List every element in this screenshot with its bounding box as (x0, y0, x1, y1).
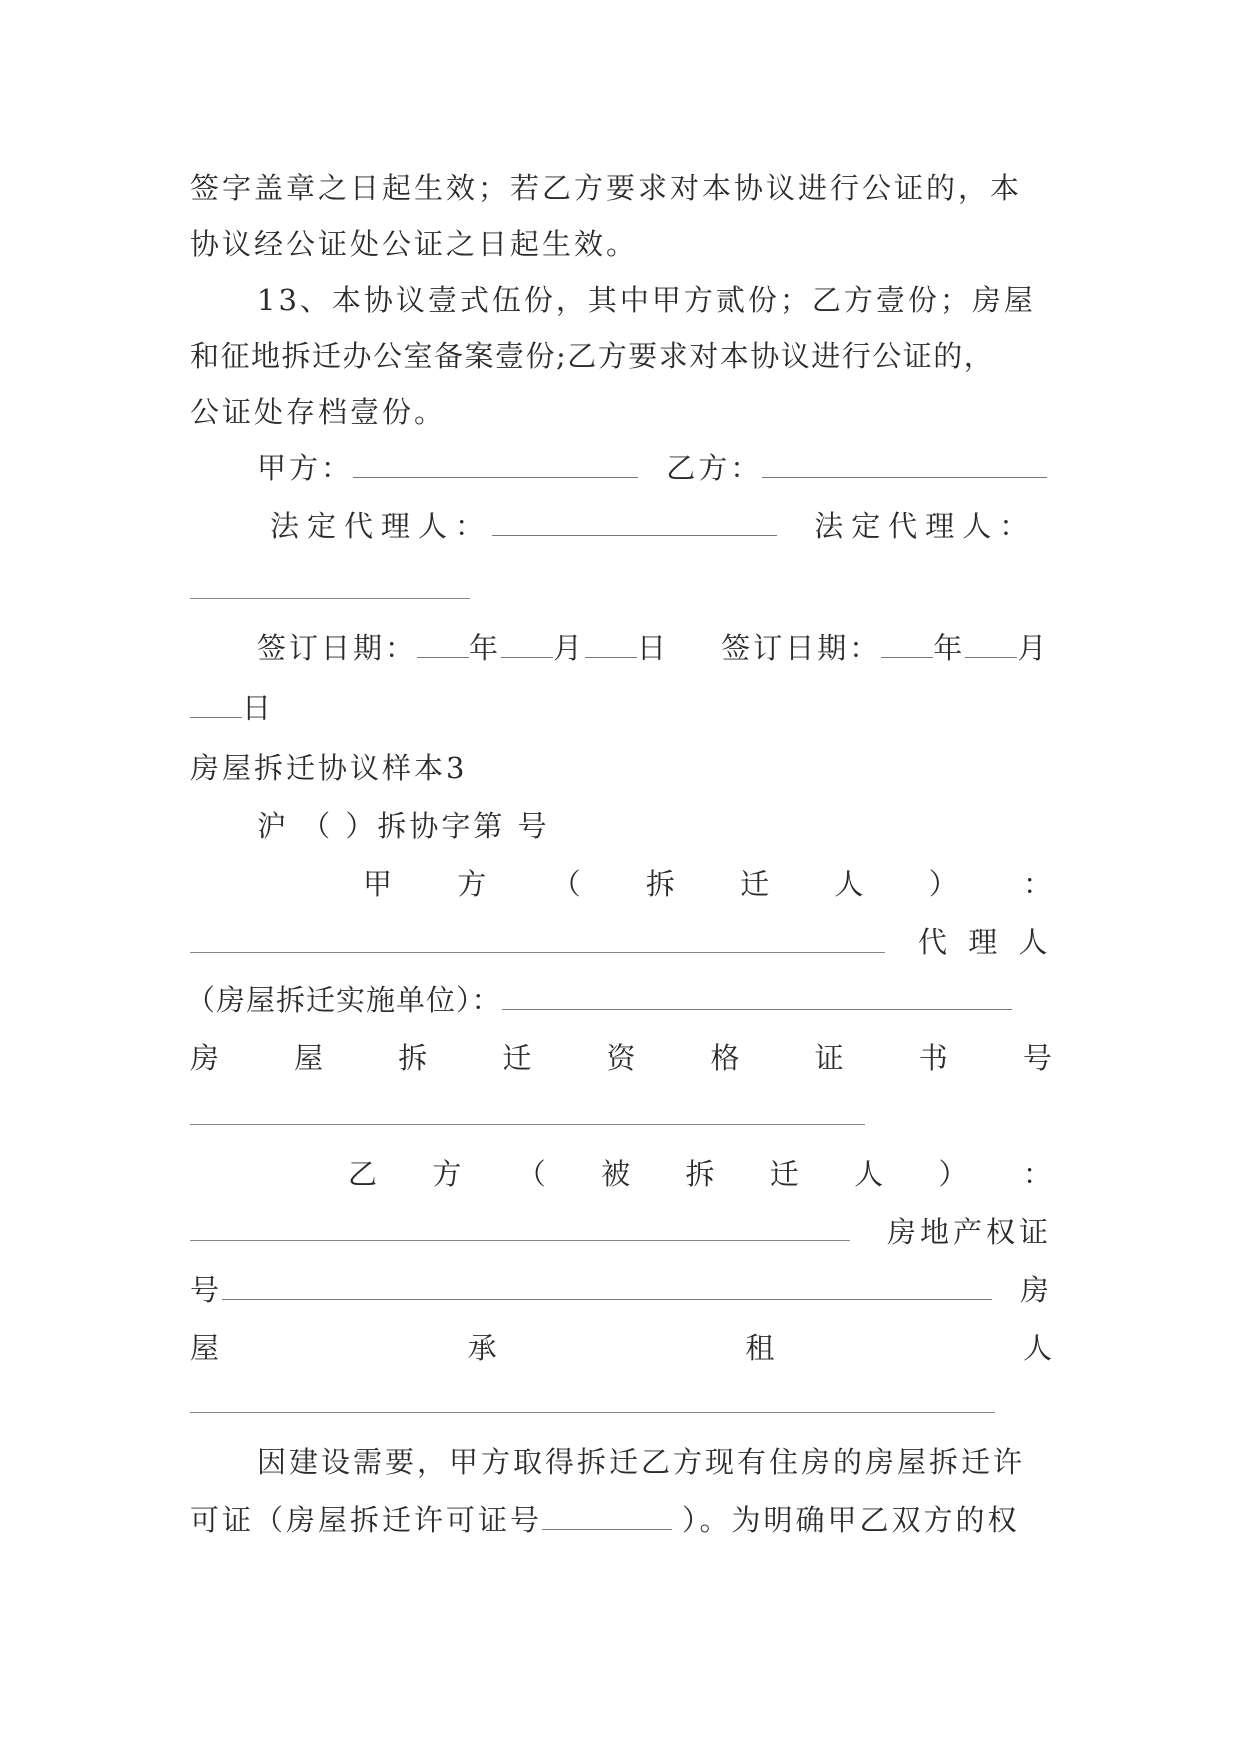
year-label: 年 (933, 631, 966, 665)
day-label: 日 (637, 631, 670, 665)
agent-unit-row (186, 980, 1048, 1020)
text-line: 签字盖章之日起生效；若乙方要求对本协议进行公证的，本 (190, 171, 1023, 205)
spaced-char: ） (928, 867, 958, 901)
spaced-char: 人 (854, 1157, 884, 1191)
spaced-char: 格 (710, 1041, 740, 1075)
spaced-char: 方 (457, 867, 487, 901)
year-label: 年 (469, 631, 502, 665)
body-text: 因建设需要，甲方取得拆迁乙方现有住房的房屋拆迁许 (257, 1445, 1026, 1479)
house-label: 房 (1019, 1273, 1052, 1307)
section-title: 房屋拆迁协议样本3 (190, 751, 468, 785)
party-a-blank (190, 952, 885, 953)
agent-unit-blank (502, 987, 1012, 1010)
body-text-end: ）。为明确甲乙双方的权 (682, 1503, 1020, 1537)
spaced-char: 承 (467, 1331, 497, 1365)
spaced-char: 方 (432, 1157, 462, 1191)
agent-a-label: 法定代理人： (270, 509, 493, 543)
spaced-char: 租 (745, 1331, 775, 1365)
text-line: 协议经公证处公证之日起生效。 (190, 227, 639, 261)
party-b-blank (762, 455, 1047, 478)
agent-unit-label: （房屋拆迁实施单位）： (186, 983, 502, 1017)
party-b-blank (190, 1240, 850, 1241)
permit-number-blank (542, 1507, 672, 1530)
property-cert-blank (222, 1277, 992, 1300)
spaced-char: 乙 (348, 1157, 378, 1191)
cert-blank (190, 1124, 865, 1125)
cert-heading (190, 1038, 1052, 1078)
spaced-char: ） (938, 1157, 968, 1191)
text-line: 和征地拆迁办公室备案壹份;乙方要求对本协议进行公证的， (190, 339, 995, 373)
spaced-char: 迁 (769, 1157, 799, 1191)
spaced-char: 书 (918, 1041, 948, 1075)
body-text (190, 1500, 1052, 1540)
spaced-char: 拆 (685, 1157, 715, 1191)
party-a-blank (353, 455, 638, 478)
permit-label: 可证（房屋拆迁许可证号 (190, 1503, 543, 1537)
spaced-char: 房 (190, 1041, 220, 1075)
agent-b-label: 法定代理人： (814, 509, 1037, 543)
spaced-char: 资 (606, 1041, 636, 1075)
tenant-blank (190, 1412, 995, 1413)
party-a-label: 甲方： (257, 451, 354, 485)
spaced-char: （ (516, 1157, 546, 1191)
spaced-char: 迁 (740, 867, 770, 901)
spaced-char: 人 (1022, 1331, 1052, 1365)
agent-signature-row (270, 506, 1132, 546)
day-label: 日 (242, 691, 275, 725)
agent-label: 代 理 人 (918, 925, 1054, 959)
clause-13: 13、本协议壹式伍份，其中甲方贰份；乙方壹份；房屋 (257, 283, 1036, 317)
spaced-char: 迁 (502, 1041, 532, 1075)
month-label: 月 (1017, 631, 1050, 665)
date-row (257, 628, 1052, 668)
text-line: 公证处存档壹份。 (190, 395, 447, 429)
date-row-continued (190, 688, 1052, 728)
property-cert-label: 房地产权证 (886, 1215, 1052, 1249)
spaced-char: 号 (1022, 1041, 1052, 1075)
tenant-heading (190, 1328, 1052, 1368)
date-b-label: 签订日期： (721, 631, 882, 665)
agent-b-blank (190, 598, 470, 599)
spaced-char: 屋 (190, 1331, 220, 1365)
spaced-char: 证 (814, 1041, 844, 1075)
spaced-char: 甲 (363, 867, 393, 901)
month-label: 月 (553, 631, 586, 665)
party-signature-row (257, 448, 1052, 488)
spaced-char: 被 (601, 1157, 631, 1191)
spaced-char: ： (1022, 867, 1052, 901)
spaced-char: 人 (834, 867, 864, 901)
agent-a-blank (492, 513, 777, 536)
agreement-ref: 沪 （ ）拆协字第 号 (257, 809, 550, 843)
party-b-label: 乙方： (666, 451, 763, 485)
spaced-char: 拆 (645, 867, 675, 901)
spaced-char: （ (551, 867, 581, 901)
property-cert-label-end: 号 (190, 1273, 223, 1307)
spaced-char: 拆 (398, 1041, 428, 1075)
party-b-heading (348, 1154, 1052, 1194)
spaced-char: ： (1022, 1157, 1052, 1191)
spaced-char: 屋 (294, 1041, 324, 1075)
property-cert-row (190, 1270, 1052, 1310)
party-a-heading (363, 864, 1052, 904)
date-a-label: 签订日期： (257, 631, 418, 665)
